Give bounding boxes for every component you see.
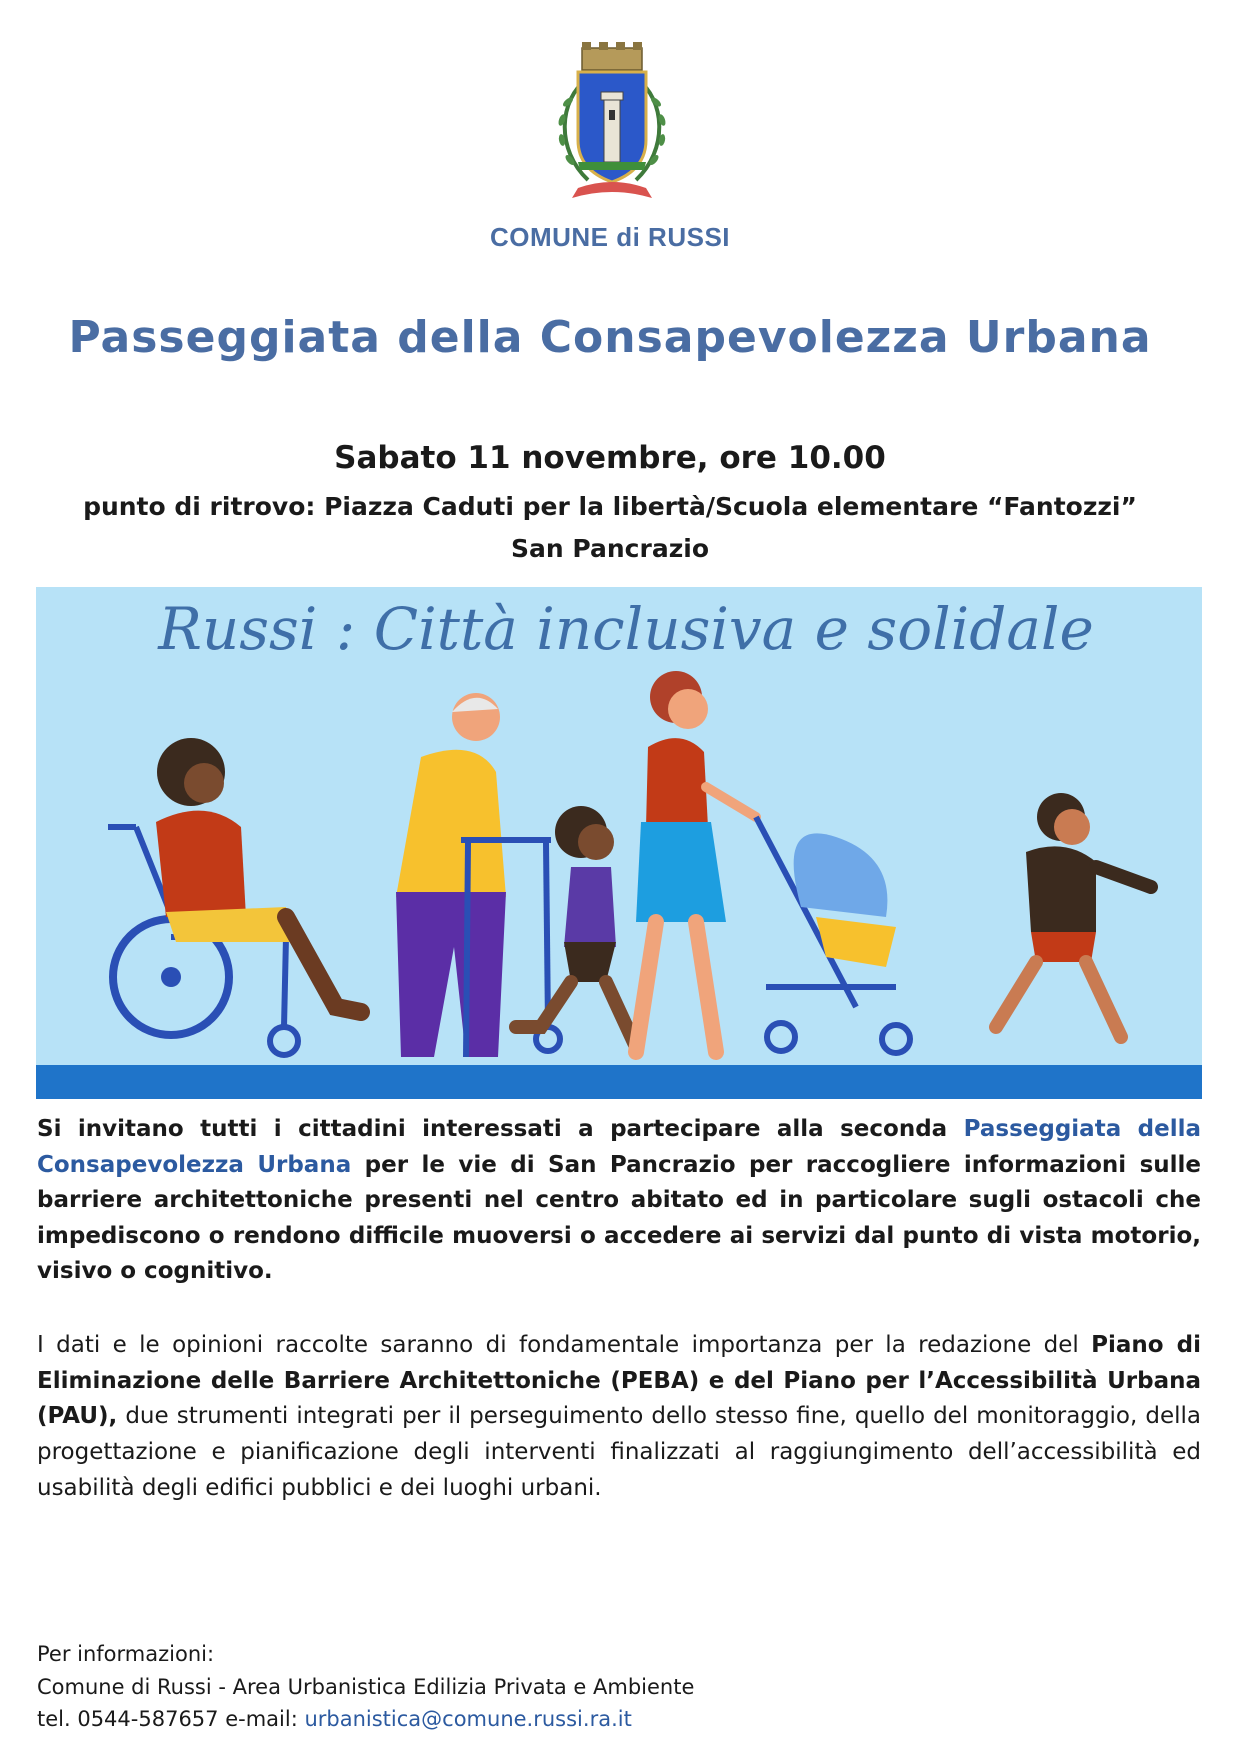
- page-title: Passeggiata della Consapevolezza Urbana: [68, 312, 1152, 363]
- phone-text: tel. 0544-587657 e-mail:: [37, 1707, 305, 1731]
- purpose-text-start: I dati e le opinioni raccolte saranno di fondamentale importanza per la redazione del: [37, 1332, 1092, 1358]
- banner-headline: Russi : Città inclusiva e solidale: [158, 595, 1094, 663]
- email-link[interactable]: urbanistica@comune.russi.ra.it: [304, 1707, 632, 1731]
- intro-highlight: Passeggiata della Consapevolezza Urbana: [37, 1116, 1201, 1178]
- intro-paragraph: [37, 1112, 1201, 1290]
- purpose-paragraph: [37, 1328, 1201, 1507]
- municipal-crest: [548, 40, 676, 202]
- purpose-plans-bold: Piano di Eliminazione delle Barriere Architettoniche (PEBA) e del Piano per l’Accessibilità Urbana (PAU),: [37, 1332, 1201, 1430]
- intro-text-end: per le vie di San Pancrazio per raccogliere informazioni sulle barriere architettoniche presenti nel centro abitato ed in particolare sugli ostacoli che impediscono o rendono difficile muoversi o accedere ai servizi dal punto di vista motorio, visivo o cognitivo.: [37, 1151, 1201, 1285]
- office-name: Comune di Russi - Area Urbanistica Edilizia Privata e Ambiente: [37, 1674, 695, 1699]
- banner-illustration: [36, 587, 1202, 1099]
- event-location: San Pancrazio: [510, 534, 709, 563]
- purpose-text-end: due strumenti integrati per il perseguimento dello stesso fine, quello del monitoraggio, della progettazione e pianificazione degli interventi finalizzati al raggiungimento dell’accessibilità ed usabilità degli edifici pubblici e dei luoghi urbani.: [37, 1403, 1201, 1501]
- contact-footer: [37, 1638, 694, 1736]
- contact-line: [37, 1703, 694, 1736]
- event-date-time: Sabato 11 novembre, ore 10.00: [334, 440, 886, 476]
- intro-text-start: Si invitano tutti i cittadini interessati a partecipare alla seconda: [37, 1116, 964, 1142]
- municipality-name: COMUNE di RUSSI: [489, 222, 731, 252]
- info-label: Per informazioni:: [37, 1642, 215, 1666]
- event-meeting-point: punto di ritrovo: Piazza Caduti per la libertà/Scuola elementare “Fantozzi”: [83, 492, 1137, 521]
